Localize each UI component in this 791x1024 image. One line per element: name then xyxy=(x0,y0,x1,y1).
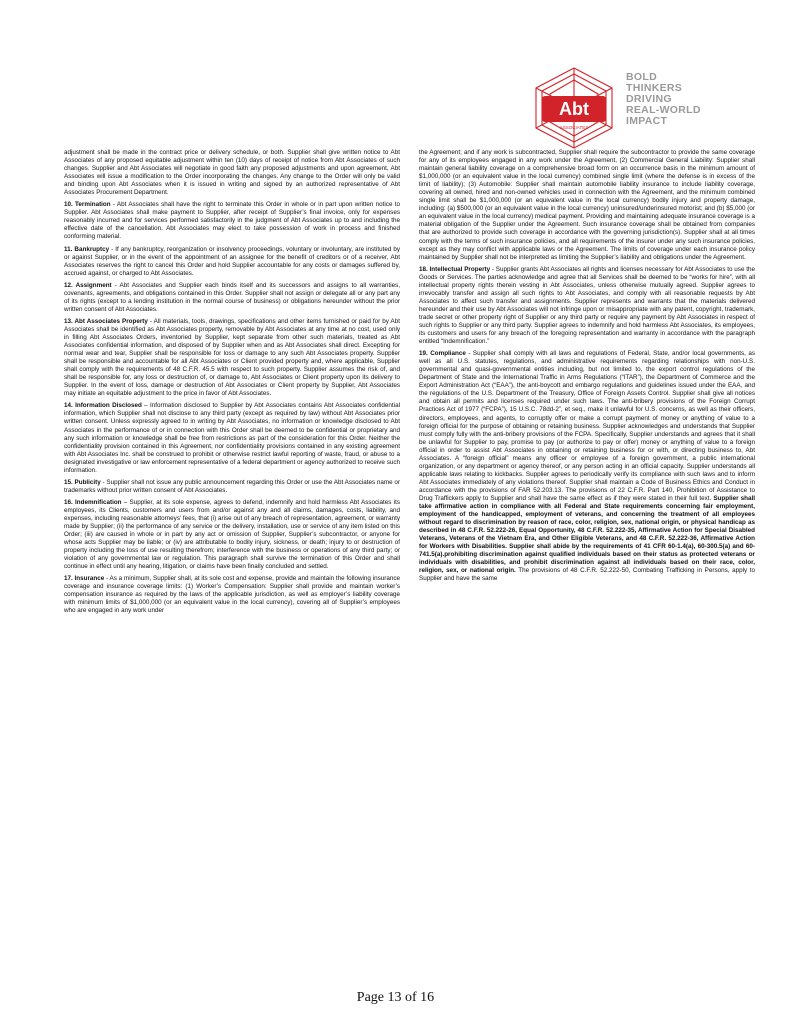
svg-text:Abt: Abt xyxy=(559,99,589,119)
page-number: Page 13 of 16 xyxy=(356,990,435,1005)
section-information-disclosed: 14. Information Disclosed – Information disclosed to Supplier by Abt Associates contains Abt Associates confidential information, which Supplier shall not disclose to any third party (except as required by law) without Abt Associates prior written consent. Unless expressly agreed to in writing by Abt Associates, no information or knowledge disclosed to Abt Associates in the performance of or in connection with this Order shall be deemed to be confidential or proprietary and any such information or knowledge shall be free from restrictions as part of the consideration for this Order. Neither the confidentiality provision contained in this Agreement, nor confidentiality provisions contained in any existing agreement with Abt Associates Inc. shall be construed to prohibit or otherwise restrict lawful reporting of waste, fraud, or abuse to a designated investigative or law enforcement representative of a federal department or agency authorized to receive such information. xyxy=(64,402,400,474)
logo-tagline: BOLD THINKERS DRIVING REAL-WORLD IMPACT xyxy=(626,71,701,127)
section-insurance: 17. Insurance - As a minimum, Supplier shall, at its sole cost and expense, provide and maintain the following insurance coverage and insurance coverage limits: (1) Worker’s Compensation: Supplier shall provide and maintain worker’s compensation insurance as required by the laws of the applicable jurisdiction, as well as employer’s liability coverage with minimum limits of $1,000,000 (or an equivalent value in the local currency), covering all of Supplier’s employees who are engaged in any work under xyxy=(64,575,400,615)
section-termination: 10. Termination - Abt Associates shall have the right to terminate this Order in whole or in part upon written notice to Supplier. Abt Associates shall make payment to Supplier, after receipt of Supplier’s final invoice, only for expenses reasonably incurred and for services performed satisfactorily in the judgment of Abt Associates up to and including the effective date of the cancellation. Abt Associates may elect to take possession of work in process and finished conforming material. xyxy=(64,201,400,241)
section-bankruptcy: 11. Bankruptcy - If any bankruptcy, reorganization or insolvency proceedings, voluntary or involuntary, are instituted by or against Supplier, or in the event of the appointment of an assignee for the benefit of creditors or of a receiver, Abt Associates reserves the right to cancel this Order and hold Supplier accountable for any costs or damages suffered by, accrued against, or charged to Abt Associates. xyxy=(64,245,400,277)
paragraph-insurance-continued: the Agreement; and if any work is subcontracted, Supplier shall require the subcontractor to provide the same coverage for any of its employees engaged in any work under the Agreement, (2) Commercial General Liability: Supplier shall maintain general liability coverage on a comprehensive broad form on an occurrence basis in the minimum amount of $1,000,000 (or an equivalent value in the local currency) combined single limit (where the defense is in excess of the limit of liability); (3) Automobile: Supplier shall maintain automobile liability insurance to include liability coverage, covering all owned, hired and non-owned vehicles used in connection with the Agreement, and the minimum combined single limit shall be $1,000,000 (or an equivalent value in the local currency) bodily injury and property damage, including: (a) $500,000 (or an equivalent value in the local currency) uninsured/underinsured motorist; and (b) $5,000 (or an equivalent value in the local currency) medical payment. Providing and maintaining adequate insurance coverage is a material obligation of the Supplier under the Agreement. Such insurance coverage shall be obtained from companies that are authorized to provide such coverage in accordance with the governing jurisdiction(s). Supplier shall at all times comply with the terms of such insurance policies, and all requirements of the insurer under any such insurance policies, except as they may conflict with applicable laws or the Agreement. The limits of coverage under each insurance policy maintained by Supplier shall not be interpreted as limiting the Supplier’s liability and obligations under the Agreement. xyxy=(419,149,755,261)
paragraph-changes-continued: adjustment shall be made in the contract price or delivery schedule, or both. Supplier shall give written notice to Abt Associates of any proposed equitable adjustment within ten (10) days of receipt of notice from Abt Associates of such changes. Supplier and Abt Associates will negotiate in good faith any proposed adjustments and upon agreement, Abt Associates will issue a modification to the Order incorporating the changes. Any change to the Order will only be valid and binding upon Abt Associates when it is issued in writing and signed by an authorized representative of Abt Associates Procurement Department. xyxy=(64,149,400,197)
abt-logo xyxy=(522,66,762,146)
abt-logo-badge-icon xyxy=(532,66,616,150)
section-publicity: 15. Publicity - Supplier shall not issue any public announcement regarding this Order or use the Abt Associates name or trademarks without prior written consent of Abt Associates. xyxy=(64,478,400,494)
right-column xyxy=(419,149,755,587)
svg-text:ASSOCIATES: ASSOCIATES xyxy=(559,125,589,130)
left-column xyxy=(64,149,400,620)
section-compliance: 19. Compliance - Supplier shall comply with all laws and regulations of Federal, State, and/or local governments, as well as all U.S. statutes, regulations, and administrative requirements regarding relationships with non-U.S. governmental and quasi-governmental entities including, but not limited to, the export control regulations of the Department of State and the International Traffic in Arms Regulations (“ITAR”), the Department of Commerce and the Export Administration Act (“EAA”), the anti-boycott and embargo regulations and guidelines issued under the EAA, and the regulations of the U.S. Department of the Treasury, Office of Foreign Assets Control. Supplier shall give all notices and obtain all permits and licenses required under such laws. The anti-bribery provisions of the Foreign Corrupt Practices Act of 1977 (“FCPA”), 15 U.S.C. 78dd-2”, et seq., make it unlawful for U.S. concerns, as well as their officers, directors, employees, and agents, to corruptly offer or make a corrupt payment of money or anything of value to a foreign official for the purpose of obtaining or retaining business. Supplier acknowledges and understands that Supplier must comply fully with the anti-bribery provisions of the FCPA. Specifically, Supplier understands and agrees that it shall be unlawful for Supplier to pay, promise to pay (or authorize to pay or offer) money or anything of value to a foreign official in order to assist Abt Associates in obtaining or retaining business for or with, or directing business to, Abt Associates. A “foreign official” means any officer or employee of a foreign government, a public international organization, or any department or agency thereof, or any person acting in an official capacity. Supplier understands all applicable laws relating to kickbacks. Supplier agrees to periodically verify its compliance with such laws and to inform Abt Associates immediately of any violations thereof. Supplier shall maintain a Code of Business Ethics and Conduct in accordance with the provisions of FAR 52.203.13. The provisions of 22 C.F.R. Part 140, Prohibition of Assistance to Drug Traffickers apply to Supplier and shall have the same effect as if they were stated in their full text. Supplier shall take affirmative action in compliance with all Federal and State requirements concerning fair employment, employment of the handicapped, employment of veterans, and concerning the treatment of all employees without regard to discrimination by reason of race, color, religion, sex, national origin, or physical handicap as described in 48 C.F.R. 52.222-26, Equal Opportunity, 48 C.F.R. 52.222-35, Affirmative Action for Special Disabled Veterans, Veterans of the Vietnam Era, and Other Eligible Veterans, and 48 C.F.R. 52.222-36, Affirmative Action for Workers with Disabilities. Supplier shall abide by the requirements of 41 CFR 60-1.4(a), 60-300.5(a) and 60-741.5(a).prohibiting discrimination against qualified individuals based on their status as protected veterans or individuals with disabilities, and prohibit discrimination against all individuals based on their race, color, religion, sex, or national origin. The provisions of 48 C.F.R. 52.222-50, Combating Trafficking in Persons, apply to Supplier and have the same xyxy=(419,350,755,583)
section-indemnification: 16. Indemnification – Supplier, at its sole expense, agrees to defend, indemnify and hold harmless Abt Associates its employees, its Clients, customers and users from and/or against any and all claims, damages, costs, liability, and expenses, including reasonable attorneys’ fees, that (i) arise out of any breach of representation, agreement, or warranty made by Supplier; (ii) the performance of any service or the delivery, installation, use or service of any item listed on this Order; (iii) are caused in whole or in part by any act or omission of Supplier, Supplier’s subcontractor, or anyone for whose acts Supplier may be liable; or (iv) are attributable to bodily injury, sickness, or death; injury to or destruction of property including the loss of use resulting therefrom; interference with the business or operations of any third party; or violation of any governmental law or regulation. This paragraph shall survive the termination of this Order and shall continue in effect until any hearing, litigation, or claims have been finally concluded and settled. xyxy=(64,498,400,571)
section-intellectual-property: 18. Intellectual Property - Supplier grants Abt Associates all rights and licenses necessary for Abt Associates to use the Goods or Services. The parties acknowledge and agree that all Services shall be deemed to be “works for hire”, with all intellectual property rights therein vesting in Abt Associates, unless otherwise mutually agreed. Supplier agrees to irrevocably transfer and assign all such rights to Abt Associates, and comply with all reasonable requests by Abt Associates to affect such transfer and assignments. Supplier represents and warrants that the materials delivered hereunder and their use by Abt Associates will not infringe upon or misappropriate with any patent, copyright, trademark, trade secret or other property right of Supplier or any third party or require any payment by Abt Associates in respect of such rights to Supplier or any third party. Supplier agrees to indemnify and hold harmless Abt Associates, its employees, its customers and users for any breach of the foregoing representation and warranty in accordance with the paragraph entitled “Indemnification.” xyxy=(419,265,755,346)
section-assignment: 12. Assignment - Abt Associates and Supplier each binds itself and its successors and assigns to all warranties, covenants, agreements, and obligations contained in this Order. Supplier shall not assign or delegate all or any part any of its rights (except to a lending institution in the normal course of business) or obligations hereunder without the prior written consent of Abt Associates. xyxy=(64,281,400,313)
section-abt-property: 13. Abt Associates Property - All materials, tools, drawings, specifications and other items furnished or paid for by Abt Associates shall be identified as Abt Associates property, removable by Abt Associates at any time at no cost, used only in filling Abt Associates Orders, inventoried by Supplier, kept separate from other such materials, treated as Abt Associates confidential information, and disposed of by Supplier when and as Abt Associates shall direct. Excepting for normal wear and tear, Supplier shall be responsible for loss or damage to any such Abt Associates property. Supplier shall be responsible and accountable for all Abt Associates or Client provided property and, where applicable, Supplier shall comply with the requirements of 48 C.F.R. 45.5 with respect to such property. Supplier assumes the risk of, and shall be responsible for, any loss or destruction of, or damage to, Abt Associates or Client property upon its delivery to Supplier. In the event of loss, damage or destruction of Abt Associates or Client property by Supplier, Abt Associates may initiate an equitable adjustment to the price in favor of Abt Associates. xyxy=(64,317,400,398)
